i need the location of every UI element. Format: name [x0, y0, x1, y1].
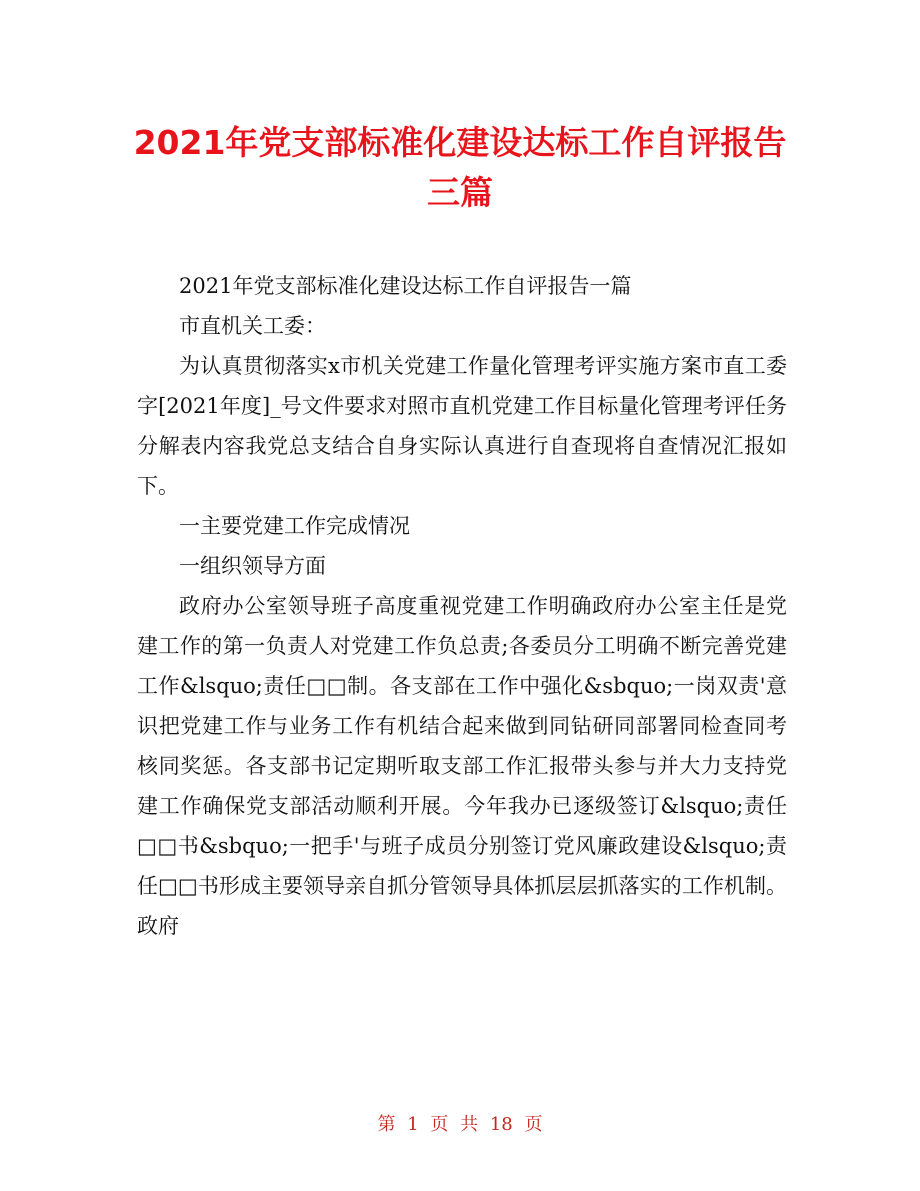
paragraph-intro: 为认真贯彻落实x市机关党建工作量化管理考评实施方案市直工委字[2021年度]_号文件要求对照市直机党建工作目标量化管理考评任务分解表内容我党总支结合自身实际认真进行自查现将自查情况汇报如下。: [137, 354, 787, 498]
document-body: [137, 266, 787, 946]
paragraph-salutation: 市直机关工委：: [179, 314, 326, 338]
paragraph-content: 政府办公室领导班子高度重视党建工作明确政府办公室主任是党建工作的第一负责人对党建工作负总责;各委员分工明确不断完善党建工作&lsquo;责任□□制。各支部在工作中强化&sbquo;一岗双责'意识把党建工作与业务工作有机结合起来做到同钻研同部署同检查同考核同奖惩。各支部书记定期听取支部工作汇报带头参与并大力支持党建工作确保党支部活动顺利开展。今年我办已逐级签订&lsquo;责任□□书&sbquo;一把手'与班子成员分别签订党风廉政建设&lsquo;责任□□书形成主要领导亲自抓分管领导具体抓层层抓落实的工作机制。政府: [137, 594, 787, 938]
document-title: 2021年党支部标准化建设达标工作自评报告三篇: [133, 123, 787, 212]
paragraph-heading-1: 一主要党建工作完成情况: [179, 514, 410, 538]
paragraph-heading-2: 一组织领导方面: [179, 554, 326, 578]
paragraph-subtitle: 2021年党支部标准化建设达标工作自评报告一篇: [179, 274, 632, 298]
page-footer: 第 1 页 共 18 页: [377, 1114, 543, 1135]
